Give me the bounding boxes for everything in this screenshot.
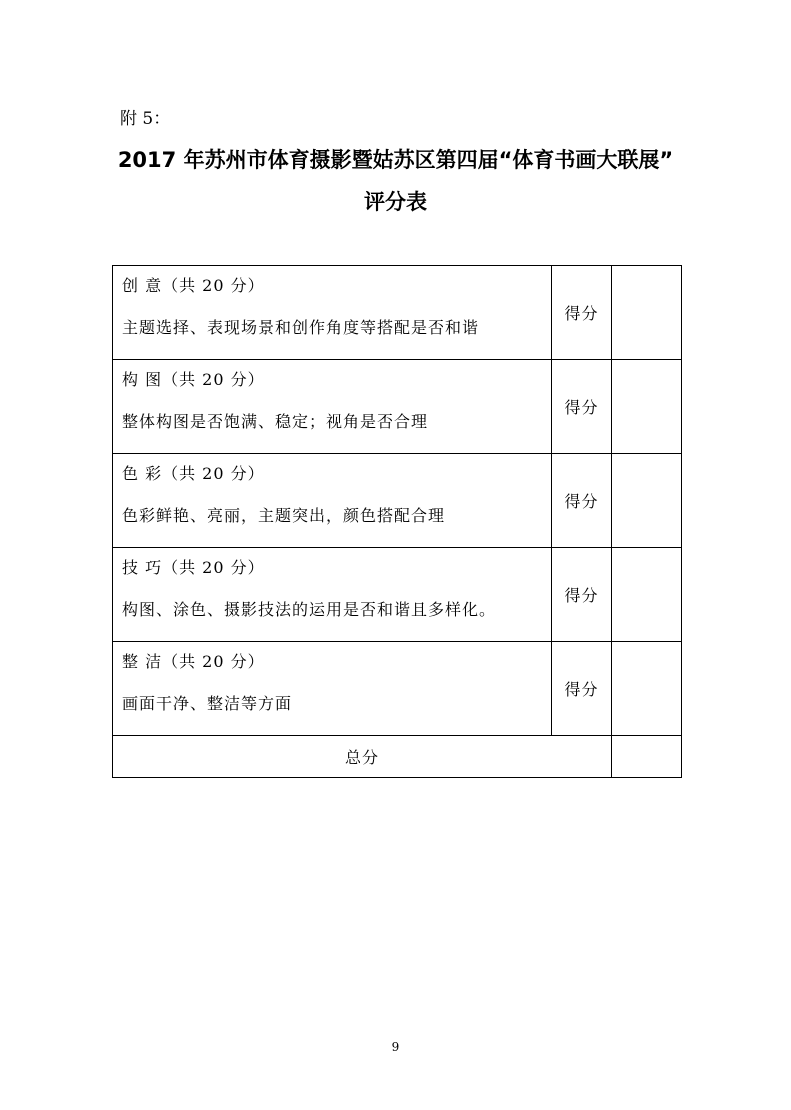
scoring-table — [112, 265, 682, 778]
score-entry-cell[interactable] — [612, 642, 682, 736]
score-label: 得分 — [552, 642, 612, 736]
criterion-description: 色彩鲜艳、亮丽，主题突出，颜色搭配合理 — [122, 506, 446, 525]
criterion-heading: 整 洁（共 20 分） — [122, 652, 265, 671]
score-label: 得分 — [552, 454, 612, 548]
criterion-cell — [113, 642, 552, 736]
score-entry-cell[interactable] — [612, 454, 682, 548]
total-entry-cell[interactable] — [612, 736, 682, 778]
total-label: 总分 — [113, 736, 612, 778]
score-label: 得分 — [552, 548, 612, 642]
score-entry-cell[interactable] — [612, 360, 682, 454]
score-entry-cell[interactable] — [612, 266, 682, 360]
criterion-cell — [113, 266, 552, 360]
criterion-cell — [113, 360, 552, 454]
criterion-heading: 色 彩（共 20 分） — [122, 464, 265, 483]
score-label: 得分 — [552, 360, 612, 454]
total-row — [113, 736, 682, 778]
criterion-description: 整体构图是否饱满、稳定；视角是否合理 — [122, 412, 429, 431]
appendix-label: 附 5： — [120, 109, 171, 129]
criterion-row-color — [113, 454, 682, 548]
criterion-description: 画面干净、整洁等方面 — [122, 694, 293, 713]
criterion-cell — [113, 454, 552, 548]
criterion-heading: 技 巧（共 20 分） — [122, 558, 265, 577]
score-label: 得分 — [552, 266, 612, 360]
criterion-heading: 构 图（共 20 分） — [122, 370, 265, 389]
criterion-row-neatness — [113, 642, 682, 736]
score-entry-cell[interactable] — [612, 548, 682, 642]
criterion-heading: 创 意（共 20 分） — [122, 276, 265, 295]
criterion-row-composition — [113, 360, 682, 454]
criterion-cell — [113, 548, 552, 642]
criterion-description: 构图、涂色、摄影技法的运用是否和谐且多样化。 — [122, 600, 497, 619]
criterion-description: 主题选择、表现场景和创作角度等搭配是否和谐 — [122, 318, 480, 337]
criterion-row-creativity — [113, 266, 682, 360]
document-title: 2017 年苏州市体育摄影暨姑苏区第四届“体育书画大联展” — [117, 148, 674, 172]
page-number: 9 — [391, 1040, 400, 1054]
document-subtitle: 评分表 — [364, 190, 427, 214]
criterion-row-technique — [113, 548, 682, 642]
